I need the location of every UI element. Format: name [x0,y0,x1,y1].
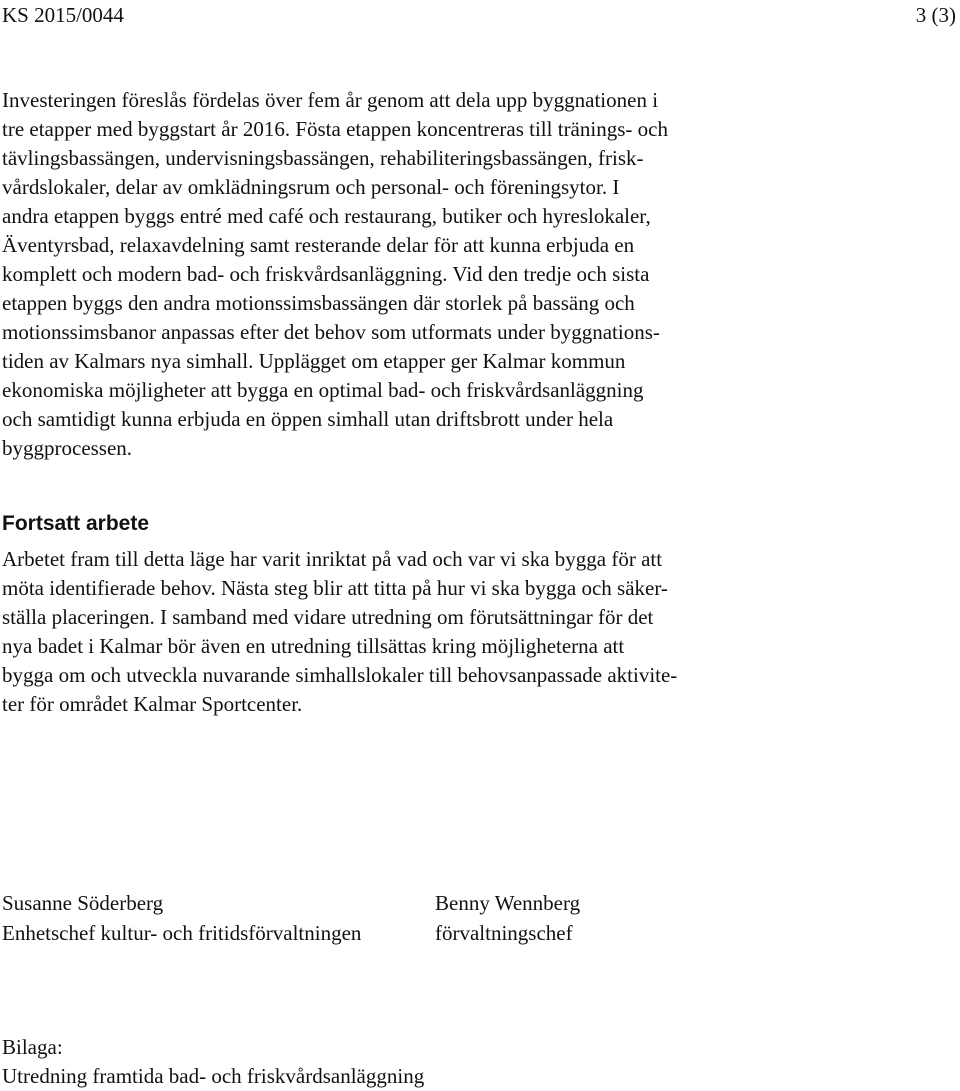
signatory-name: Benny Wennberg [435,891,581,915]
attachment-label: Bilaga: [2,1035,63,1059]
paragraph-line: och samtidigt kunna erbjuda en öppen simhall utan driftsbrott under hela [2,407,614,431]
paragraph-line: etappen byggs den andra motionssimsbassängen där storlek på bassäng och [2,291,635,315]
attachment-item: Utredning framtida bad- och friskvårdsanläggning [2,1064,425,1088]
document-id: KS 2015/0044 [2,3,124,27]
paragraph-line: ekonomiska möjligheter att bygga en optimal bad- och friskvårdsanläggning [2,378,644,402]
paragraph-line: komplett och modern bad- och friskvårdsanläggning. Vid den tredje och sista [2,262,650,286]
section-paragraph [2,545,942,719]
page-number: 3 (3) [915,3,956,27]
paragraph-line: tiden av Kalmars nya simhall. Upplägget om etapper ger Kalmar kommun [2,349,626,373]
paragraph-line: Investeringen föreslås fördelas över fem år genom att dela upp byggnationen i [2,88,659,112]
paragraph-line: ter för området Kalmar Sportcenter. [2,692,303,716]
paragraph-line: tre etapper med byggstart år 2016. Fösta etappen koncentreras till tränings- och [2,117,668,141]
body-paragraph [2,86,942,463]
paragraph-line: Äventyrsbad, relaxavdelning samt resterande delar för att kunna erbjuda en [2,233,635,257]
signatory-title: Enhetschef kultur- och fritidsförvaltningen [2,921,362,945]
paragraph-line: nya badet i Kalmar bör även en utredning tillsättas kring möjligheterna att [2,634,625,658]
paragraph-line: andra etappen byggs entré med café och restaurang, butiker och hyreslokaler, [2,204,651,228]
paragraph-line: tävlingsbassängen, undervisningsbassängen, rehabiliteringsbassängen, frisk- [2,146,644,170]
paragraph-line: Arbetet fram till detta läge har varit inriktat på vad och var vi ska bygga för att [2,547,663,571]
section-heading: Fortsatt arbete [2,512,150,535]
paragraph-line: ställa placeringen. I samband med vidare utredning om förutsättningar för det [2,605,654,629]
paragraph-line: möta identifierade behov. Nästa steg blir att titta på hur vi ska bygga och säker- [2,576,668,600]
paragraph-line: byggprocessen. [2,436,133,460]
signatory-name: Susanne Söderberg [2,891,164,915]
paragraph-line: motionssimsbanor anpassas efter det behov som utformats under byggnations- [2,320,660,344]
signatory-title: förvaltningschef [435,921,573,945]
paragraph-line: bygga om och utveckla nuvarande simhallslokaler till behovsanpassade aktivite- [2,663,678,687]
paragraph-line: vårdslokaler, delar av omklädningsrum och personal- och föreningsytor. I [2,175,620,199]
